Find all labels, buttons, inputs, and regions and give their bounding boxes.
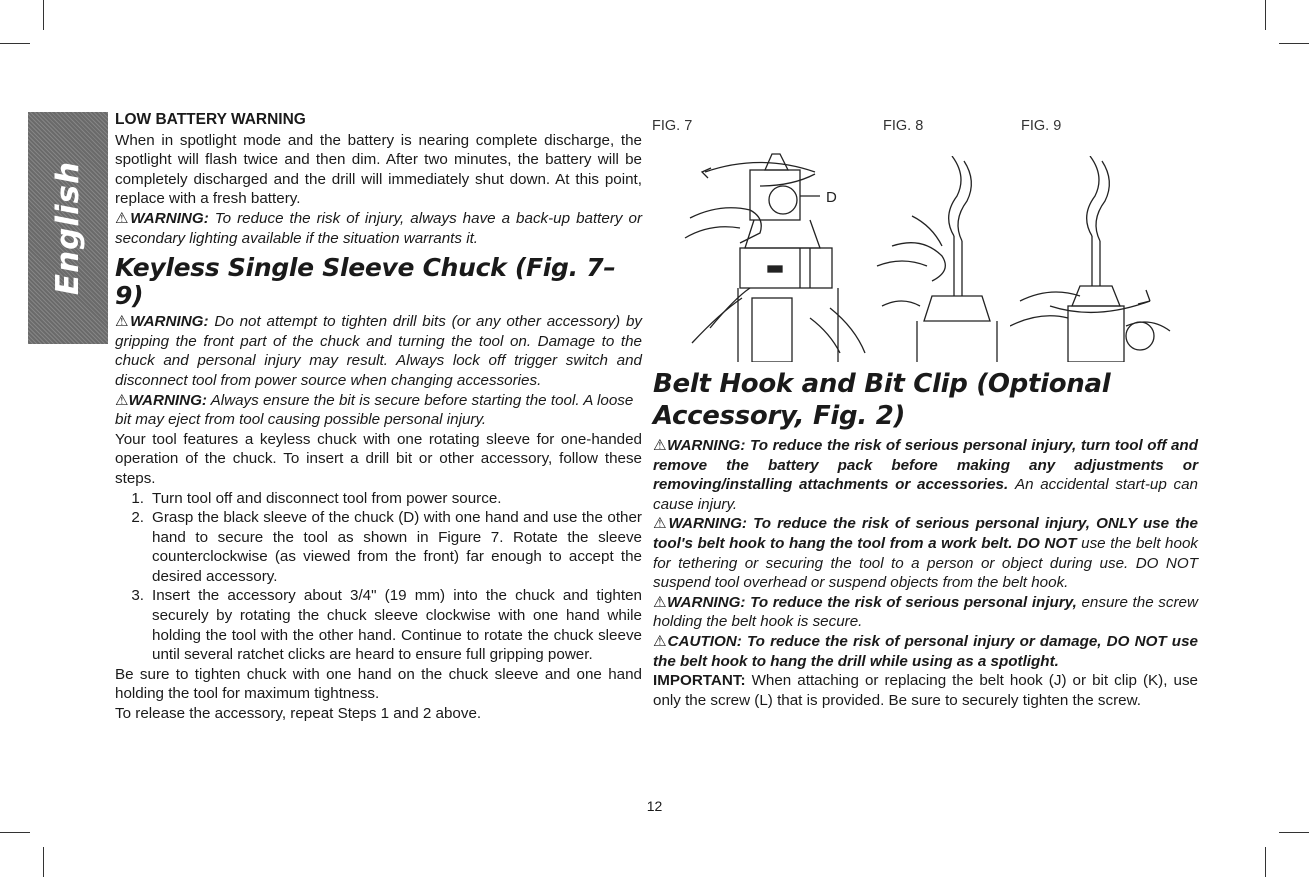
crop-mark [1265,847,1266,877]
warning-icon: ⚠ [115,313,131,331]
belt-warning-2-rest: use the belt hook for tethering or securing the tool to a person or object during use. DO NOT suspend tool overhead or suspend objects from the belt hook. [653,534,1198,592]
warning-icon: ⚠ [115,209,131,227]
fig-8-label: FIG. 8 [883,118,924,134]
belt-warning-2 [653,514,1198,592]
warning-label: WARNING: [128,391,207,409]
language-tab [28,112,108,344]
fig-7-drawing [680,148,870,362]
chuck-steps [115,489,642,665]
low-battery-text: When in spotlight mode and the battery is nearing complete discharge, the spotlight will flash twice and then dim. After two minutes, the battery will be completely discharged and the drill will immediately shut down. At this point, replace with a fresh battery. [115,131,642,208]
warning-label: WARNING: [666,437,746,454]
tighten-note: Be sure to tighten chuck with one hand on the chuck sleeve and one hand holding the tool for maximum tightness. [115,665,642,703]
belt-warning-1-rest: An accidental start-up can cause injury. [653,476,1198,513]
low-battery-warning [115,209,642,248]
belt-warning-3-bold: To reduce the risk of serious personal injury, [750,593,1077,611]
list-item: 3. Insert the accessory about 3/4" (19 mm) into the chuck and tighten securely by rotating the chuck sleeve clockwise with one hand while holding the tool with the other hand. Continue to rotate the chuck sleeve until several ratchet clicks are heard to ensure full gripping power. [131,587,642,664]
chuck-warning-2-text: Always ensure the bit is secure before starting the tool. A loose bit may eject from tool causing possible personal injury. [115,391,634,429]
important-label: IMPORTANT: [653,672,746,690]
belt-hook-heading: Belt Hook and Bit Clip (Optional Accessory, Fig. 2) [653,369,1111,431]
belt-warning-3 [653,593,1198,632]
page-number: 12 [646,798,663,814]
important-text: When attaching or replacing the belt hook (J) or bit clip (K), use only the screw (L) that is provided. Be sure to securely tighten the screw. [653,672,1198,709]
belt-warning-1 [653,436,1198,514]
warning-icon: ⚠ [115,391,129,409]
figures-area [640,112,1200,362]
belt-warning-1-bold: To reduce the risk of serious personal injury, turn tool off and remove the battery pack before making any adjustments or removing/installing attachments or accessories. [653,437,1198,494]
warning-icon: ⚠ [653,437,667,454]
warning-label: WARNING: [130,209,209,227]
chuck-warning-1-text: Do not attempt to tighten drill bits (or any other accessory) by gripping the front part of the chuck and turning the tool on. Damage to the chuck and personal injury may result. Always lock off trigger switch and disconnect tool from power source when changing accessories. [115,313,642,389]
warning-label: WARNING: [667,593,746,611]
belt-caution [653,632,1198,671]
fig-7-label: FIG. 7 [652,118,693,134]
low-battery-heading: LOW BATTERY WARNING [115,111,306,128]
crop-mark [1279,43,1309,44]
crop-mark [1265,0,1266,30]
chuck-warning-1 [115,312,642,390]
belt-warning-3-rest: ensure the screw holding the belt hook is secure. [653,593,1198,631]
language-tab-label: English [50,160,86,296]
fig-9-drawing [1010,156,1190,362]
list-item: 2. Grasp the black sleeve of the chuck (D) with one hand and use the other hand to secure the tool as shown in Figure 7. Rotate the sleeve counterclockwise (as viewed from the front) far enough to accept the desired accessory. [131,509,642,585]
chuck-intro: Your tool features a keyless chuck with one rotating sleeve for one-handed operation of the chuck. To insert a drill bit or other accessory, follow these steps. [115,430,642,487]
chuck-heading: Keyless Single Sleeve Chuck (Fig. 7–9) [115,253,616,311]
crop-mark [0,832,30,833]
warning-icon: ⚠ [653,593,668,611]
warning-icon: ⚠ [653,515,669,533]
caution-icon: ⚠ [653,632,668,650]
left-column [115,110,642,724]
caution-label: CAUTION: [667,632,742,650]
warning-label: WARNING: [668,515,747,533]
belt-warning-2-bold: To reduce the risk of serious personal injury, ONLY use the tool's belt hook to hang the tool from a work belt. DO NOT [653,515,1198,552]
release-note: To release the accessory, repeat Steps 1 and 2 above. [115,705,482,723]
fig-9-label: FIG. 9 [1021,118,1062,134]
callout-d: D [826,189,837,206]
chuck-warning-2 [115,391,642,430]
crop-mark [43,847,44,877]
low-battery-warning-text: To reduce the risk of injury, always have a back-up battery or secondary lighting available if the situation warrants it. [115,209,642,247]
list-item: 1. Turn tool off and disconnect tool from power source. [131,489,502,507]
crop-mark [43,0,44,30]
right-column [653,360,1198,710]
belt-caution-text: To reduce the risk of personal injury or damage, DO NOT use the belt hook to hang the drill while using as a spotlight. [653,632,1198,670]
crop-mark [1279,832,1309,833]
crop-mark [0,43,30,44]
warning-label: WARNING: [130,313,209,331]
fig-8-drawing [872,156,1002,362]
important-note [653,671,1198,710]
